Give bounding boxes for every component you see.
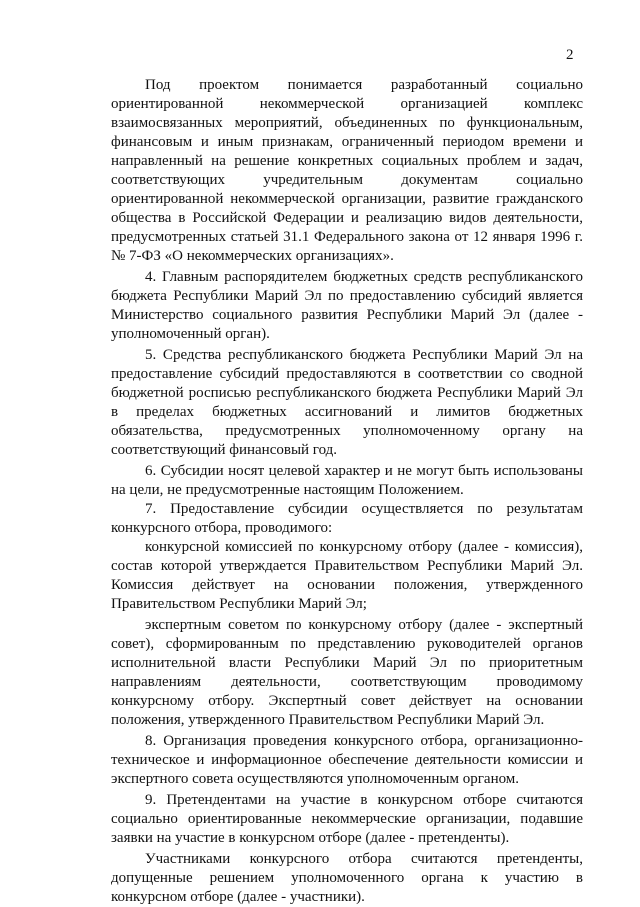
paragraph-6: 6. Субсидии носят целевой характер и не могут быть использованы на цели, не предусмотренные настоящим Положением. bbox=[111, 463, 583, 498]
document-body bbox=[111, 76, 583, 907]
paragraph-8: 8. Организация проведения конкурсного отбора, организационно-техническое и информационное обеспечение деятельности комиссии и экспертного совета осуществляются уполномоченным органом. bbox=[111, 733, 583, 787]
paragraph-7-expert-council: экспертным советом по конкурсному отбору (далее - экспертный совет), сформированным по представлению руководителей органов исполнительной власти Республики Марий Эл по приоритетным направлениям деятельности, соответствующим проводимому конкурсному отбору. Экспертный совет действует на основании положения, утвержденного Правительством Республики Марий Эл. bbox=[111, 617, 583, 728]
paragraph-project-definition: Под проектом понимается разработанный социально ориентированной некоммерческой организацией комплекс взаимосвязанных мероприятий, объединенных по функциональным, финансовым и иным признакам, ограниченный периодом времени и направленный на решение конкретных социальных проблем и задач, соответствующих учредительным документам социально ориентированной некоммерческой организации, развитие гражданского общества в Российской Федерации и реализацию видов деятельности, предусмотренных статьей 31.1 Федерального закона от 12 января 1996 г. № 7-ФЗ «О некоммерческих организациях». bbox=[111, 77, 583, 264]
paragraph-participants: Участниками конкурсного отбора считаются претенденты, допущенные решением уполномоченного органа к участию в конкурсном отборе (далее - участники). bbox=[111, 851, 583, 905]
paragraph-4: 4. Главным распорядителем бюджетных средств республиканского бюджета Республики Марий Эл по предоставлению субсидий является Министерство социального развития Республики Марий Эл (далее - уполномоченный орган). bbox=[111, 269, 583, 342]
paragraph-5: 5. Средства республиканского бюджета Республики Марий Эл на предоставление субсидий предоставляются в соответствии со сводной бюджетной росписью республиканского бюджета Республики Марий Эл в пределах бюджетных ассигнований и лимитов бюджетных обязательства, предусмотренных уполномоченному органу на соответствующий финансовый год. bbox=[111, 347, 583, 458]
paragraph-7: 7. Предоставление субсидии осуществляется по результатам конкурсного отбора, проводимого: bbox=[111, 501, 583, 536]
paragraph-7-commission: конкурсной комиссией по конкурсному отбору (далее - комиссия), состав которой утверждается Правительством Республики Марий Эл. Комиссия действует на основании положения, утвержденного Правительством Республики Марий Эл; bbox=[111, 539, 583, 612]
paragraph-9: 9. Претендентами на участие в конкурсном отборе считаются социально ориентированные некоммерческие организации, подавшие заявки на участие в конкурсном отборе (далее - претенденты). bbox=[111, 792, 583, 846]
page-number: 2 bbox=[566, 47, 574, 63]
